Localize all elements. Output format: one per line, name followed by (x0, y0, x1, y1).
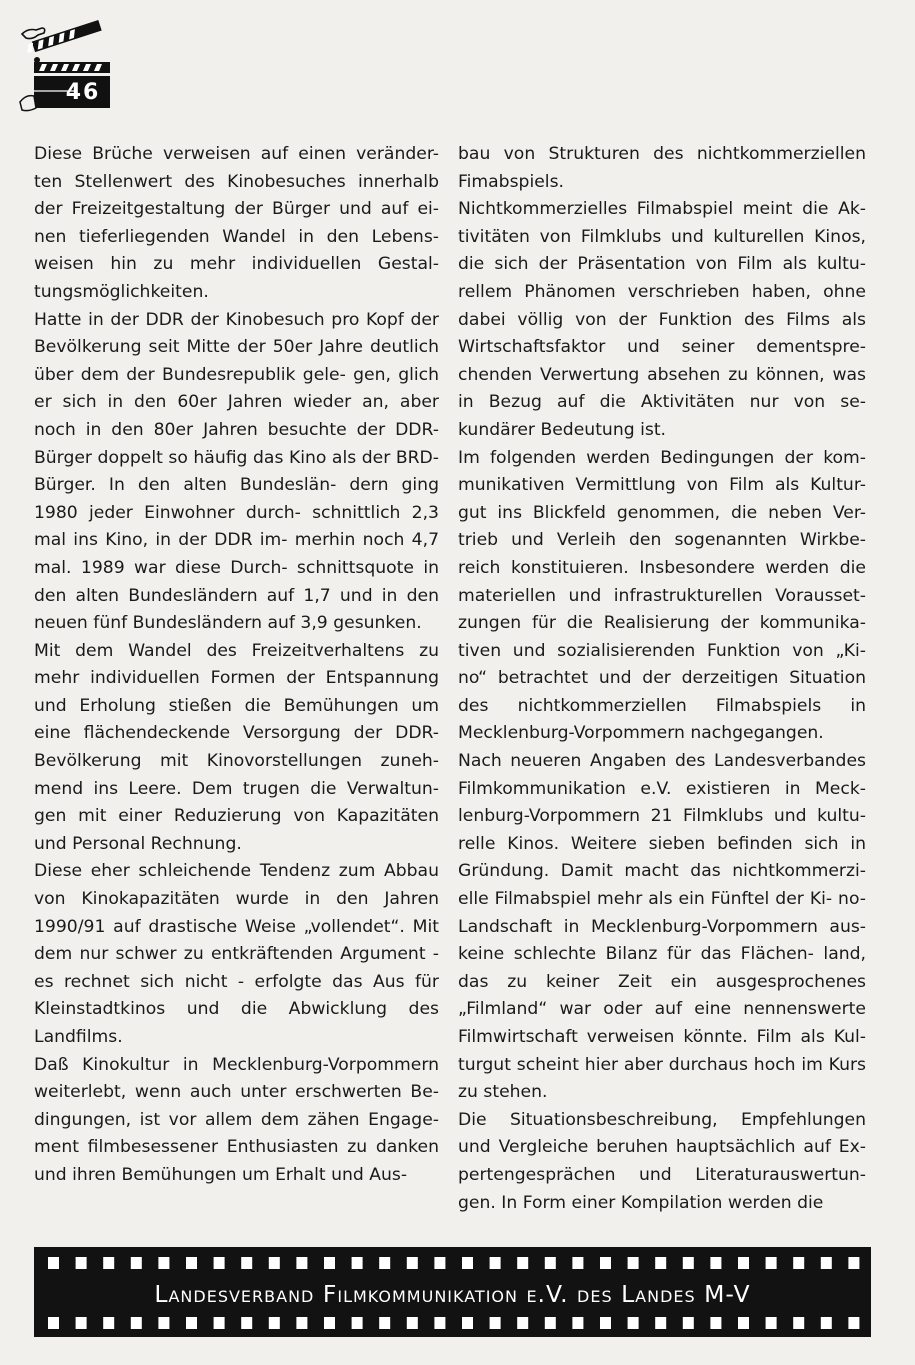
film-perforation (324, 1257, 335, 1269)
right-column (458, 141, 866, 1217)
film-perforation (766, 1257, 777, 1269)
paragraph: Die Situationsbeschreibung, Empfehlungen und Vergleiche beruhen hauptsächlich auf Ex- pertengesprächen und Literaturauswertun- gen. In Form einer Kompilation werden die (458, 1109, 866, 1213)
film-perforation (407, 1317, 418, 1329)
film-perforation (158, 1317, 169, 1329)
film-perforation (352, 1257, 363, 1269)
paragraph: Mit dem Wandel des Freizeitverhaltens zu mehr individuellen Formen der Entspannung und Erholung stießen die Bemühungen um eine flächendeckende Versorgung der DDR- Bevölkerung mit Kinovorstellungen zuneh- mend ins Leere. Dem trugen die Verwaltun- gen mit einer Reduzierung von Kapazitäten und Personal Rechnung. (34, 640, 439, 854)
film-perforation (655, 1257, 666, 1269)
page-number: 46 (65, 80, 101, 105)
film-perforation (821, 1317, 832, 1329)
film-perforation (655, 1317, 666, 1329)
film-perforation (683, 1257, 694, 1269)
film-perforation (296, 1257, 307, 1269)
film-perforation (710, 1317, 721, 1329)
film-perforation (48, 1317, 59, 1329)
film-perforation (462, 1317, 473, 1329)
film-strip-icon (34, 1255, 871, 1271)
film-perforation (214, 1257, 225, 1269)
film-perforation (793, 1317, 804, 1329)
film-perforation (490, 1257, 501, 1269)
film-perforation (517, 1257, 528, 1269)
film-perforation (186, 1257, 197, 1269)
film-perforation (572, 1257, 583, 1269)
film-perforation (793, 1257, 804, 1269)
film-perforation (545, 1317, 556, 1329)
film-perforation (490, 1317, 501, 1329)
film-perforation (131, 1257, 142, 1269)
paragraph: bau von Strukturen des nichtkommerziellen Fimabspiels. (458, 144, 866, 192)
film-perforation (352, 1317, 363, 1329)
paragraph: Daß Kinokultur in Mecklenburg-Vorpommern weiterlebt, wenn auch unter erschwerten Be- dingungen, ist vor allem dem zähen Engage- ment filmbesessener Enthusiasten zu danken und ihren Bemühungen um Erhalt und Aus- (34, 1054, 439, 1185)
film-perforation (517, 1317, 528, 1329)
film-perforation (572, 1317, 583, 1329)
paragraph: Im folgenden werden Bedingungen der kom- munikativen Vermittlung von Film als Kultur- gut ins Blickfeld genommen, die neben Ver- trieb und Verleih den sogenannten Wirkbe- reich konstituieren. Insbesondere werden die materiellen und infrastrukturellen Vorausset- zungen für die Realisierung der kommunika- tiven und sozialisierenden Funktion von „Ki- no“ betrachtet und der derzeitigen Situation des nichtkommerziellen Filmabspiels in Mecklenburg-Vorpommern nachgegangen. (458, 447, 866, 744)
film-perforation (710, 1257, 721, 1269)
film-perforation (407, 1257, 418, 1269)
left-column (34, 141, 439, 1190)
paragraph: Diese eher schleichende Tendenz zum Abbau von Kinokapazitäten wurde in den Jahren 1990/91 auf drastische Weise „vollendet“. Mit dem nur schwer zu entkräftenden Argument - es rechnet sich nicht - erfolgte das Aus für Kleinstadtkinos und die Abwicklung des Landfilms. (34, 861, 439, 1047)
paragraph: Diese Brüche verweisen auf einen veränder- ten Stellenwert des Kinobesuches innerhalb der Freizeitgestaltung der Bürger und auf ei- nen tieferliegenden Wandel in den Lebens- weisen hin zu mehr individuellen Gestal- tungsmöglichkeiten. (34, 144, 439, 302)
film-perforation (434, 1317, 445, 1329)
film-perforation (848, 1257, 859, 1269)
film-strip-icon (34, 1315, 871, 1331)
paragraph: Hatte in der DDR der Kinobesuch pro Kopf der Bevölkerung seit Mitte der 50er Jahre deutlich über dem der Bundesrepublik gele- gen, glich er sich in den 60er Jahren wieder an, aber noch in den 80er Jahren besuchte der DDR-Bürger doppelt so häufig das Kino als der BRD-Bürger. In den alten Bundeslän- dern ging 1980 jeder Einwohner durch- schnittlich 2,3 mal ins Kino, in der DDR im- merhin noch 4,7 mal. 1989 war diese Durch- schnittsquote in den alten Bundesländern auf 1,7 und in den neuen fünf Bundesländern auf 3,9 gesunken. (34, 309, 439, 634)
film-perforation (738, 1317, 749, 1329)
film-perforation (848, 1317, 859, 1329)
film-perforation (103, 1317, 114, 1329)
film-perforation (324, 1317, 335, 1329)
film-perforation (462, 1257, 473, 1269)
paragraph: Nichtkommerzielles Filmabspiel meint die Ak- tivitäten von Filmklubs und kulturellen Kinos, die sich der Präsentation von Film als kultu- rellem Phänomen verschrieben haben, ohne dabei völlig von der Funktion des Films als Wirtschaftsfaktor und seiner dementspre- chenden Verwertung absehen zu können, was in Bezug auf die Aktivitäten nur von se- kundärer Bedeutung ist. (458, 199, 866, 440)
film-perforation (296, 1317, 307, 1329)
film-perforation (379, 1257, 390, 1269)
film-perforation (76, 1317, 87, 1329)
film-perforation (766, 1317, 777, 1329)
film-perforation (434, 1257, 445, 1269)
film-perforation (103, 1257, 114, 1269)
film-perforation (269, 1317, 280, 1329)
film-perforation (738, 1257, 749, 1269)
paragraph: Nach neueren Angaben des Landesverbandes Filmkommunikation e.V. existieren in Meck- lenburg-Vorpommern 21 Filmklubs und kultu- relle Kinos. Weitere sieben befinden sich in Gründung. Damit macht das nichtkommerzi- elle Filmabspiel mehr als ein Fünftel der Ki- no-Landschaft in Mecklenburg-Vorpommern aus- keine schlechte Bilanz für das Flächen- land, das zu keiner Zeit ein ausgesprochenes „Filmland“ war oder auf eine nennenswerte Filmwirtschaft verweisen könnte. Film als Kul- turgut scheint hier aber durchaus hoch im Kurs zu stehen. (458, 751, 866, 1103)
film-perforation (241, 1257, 252, 1269)
film-perforation (214, 1317, 225, 1329)
film-perforation (241, 1317, 252, 1329)
film-perforation (683, 1317, 694, 1329)
footer-film-strip-banner (34, 1247, 871, 1337)
film-perforation (76, 1257, 87, 1269)
film-perforation (628, 1257, 639, 1269)
film-perforation (186, 1317, 197, 1329)
film-perforation (545, 1257, 556, 1269)
footer-banner-text: Landesverband Filmkommunikation e.V. des Landes M-V (154, 1280, 751, 1308)
film-perforation (821, 1257, 832, 1269)
film-perforation (269, 1257, 280, 1269)
film-perforation (600, 1317, 611, 1329)
film-perforation (48, 1257, 59, 1269)
film-perforation (131, 1317, 142, 1329)
film-perforation (158, 1257, 169, 1269)
film-perforation (379, 1317, 390, 1329)
film-perforation (628, 1317, 639, 1329)
film-perforation (600, 1257, 611, 1269)
